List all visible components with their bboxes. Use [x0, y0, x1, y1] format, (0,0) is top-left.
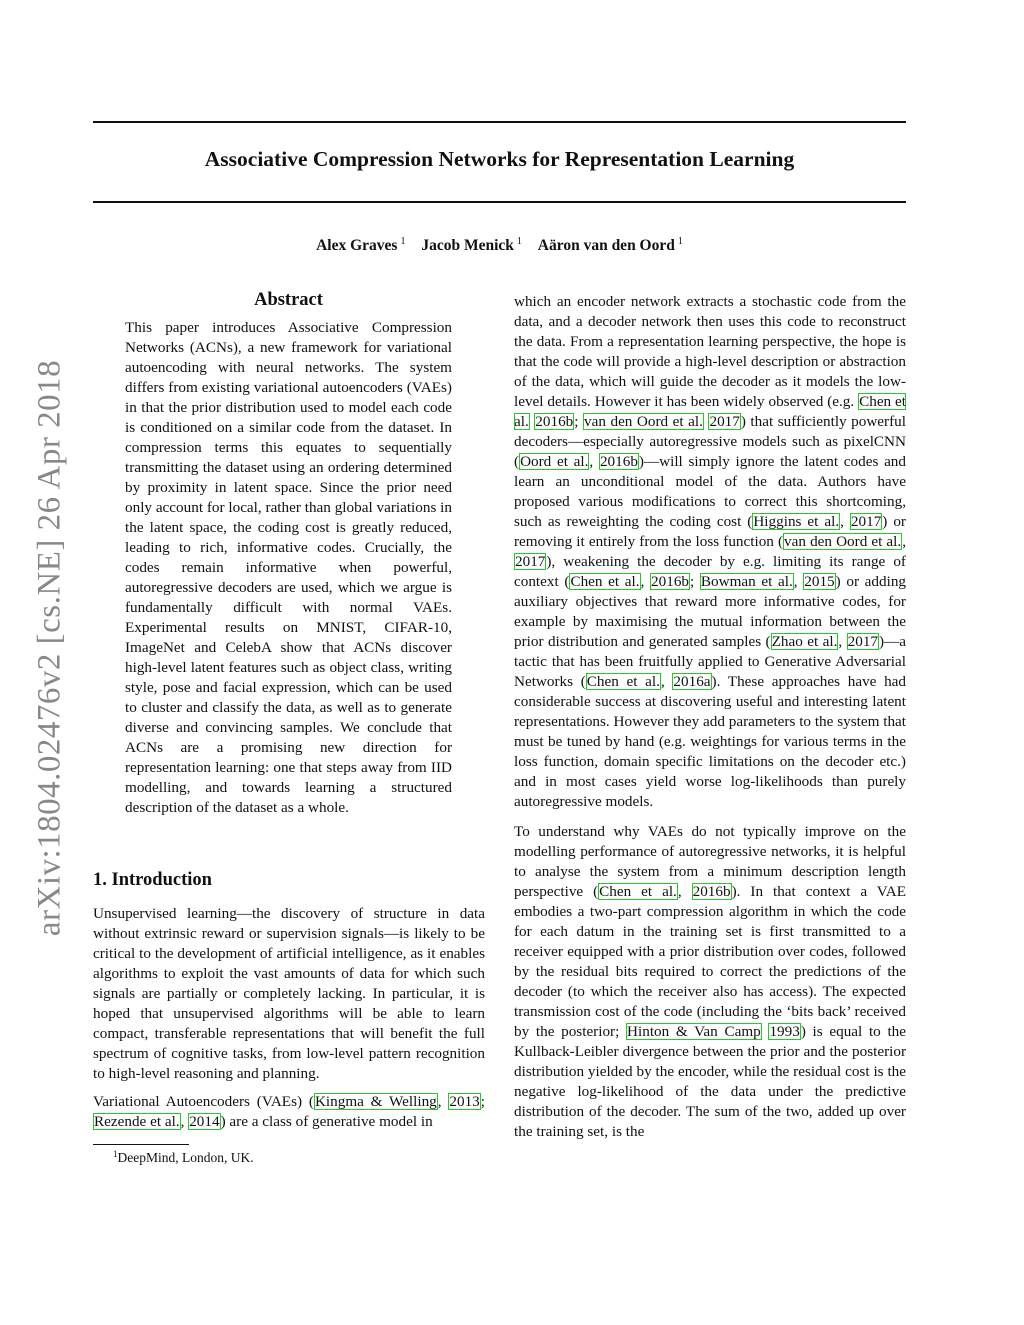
citation-link[interactable]: 2017	[847, 633, 879, 650]
citation-link[interactable]: 2016b	[535, 413, 574, 430]
citation-link[interactable]: van den Oord et al.	[784, 533, 902, 550]
introduction-section	[93, 870, 485, 1132]
abstract-text: This paper introduces Associative Compression Networks (ACNs), a new framework for variational autoencoding with neural networks. The system differs from existing variational autoencoders (VAEs) in that the prior distribution used to model each code is conditioned on a similar code from the dataset. In compression terms this equates to sequentially transmitting the dataset using an ordering determined by proximity in latent space. Since the prior need only account for local, rather than global variations in the latent space, the coding cost is greatly reduced, leading to rich, informative codes. Crucially, the codes remain informative when powerful, autoregressive decoders are used, which we argue is fundamentally difficult with normal VAEs. Experimental results on MNIST, CIFAR-10, ImageNet and CelebA show that ACNs discover high-level latent features such as object class, writing style, pose and facial expression, which can be used to cluster and classify the data, as well as to generate diverse and convincing samples. We conclude that ACNs are a promising new direction for representation learning: one that steps away from IID modelling, and towards learning a structured description of the dataset as a whole.	[125, 319, 452, 816]
citation-link[interactable]: Chen et al.	[599, 883, 677, 900]
text-run: ;	[690, 573, 700, 590]
citation-link[interactable]: Chen et al.	[570, 573, 640, 590]
arxiv-identifier: arXiv:1804.02476v2 [cs.NE] 26 Apr 2018	[31, 359, 68, 937]
citation-link[interactable]: Bowman et al.	[700, 573, 793, 590]
author-name: Jacob Menick	[421, 237, 514, 254]
text-run: )—will simply ignore the latent codes and learn an unconditional model of the data. Authors have proposed various modifications to correct this shortcoming, such as reweighting the coding cost (	[514, 453, 906, 530]
intro-paragraph	[93, 1092, 485, 1132]
intro-paragraph: Unsupervised learning—the discovery of structure in data without extrinsic reward or supervision signals—is likely to be critical to the development of artificial intelligence, as it enables algorithms to exploit the vast amounts of data for which such signals are partially or completely lacking. In particular, it is hoped that unsupervised algorithms will be able to learn compact, transferable representations that will benefit the full spectrum of cognitive tasks, from low-level pattern recognition to high-level reasoning and planning.	[93, 905, 485, 1082]
body-paragraph	[514, 292, 906, 812]
text-run: ,	[902, 533, 906, 550]
abstract-section	[125, 290, 452, 818]
introduction-heading: 1. Introduction	[93, 870, 212, 890]
right-column	[514, 292, 906, 1142]
citation-link[interactable]: Oord et al.	[520, 453, 589, 470]
author-name: Alex Graves	[316, 237, 398, 254]
text-run: ;	[480, 1093, 485, 1110]
text-run: To understand why VAEs do not typically improve on the modelling performance of autoregressive networks, it is helpful to analyse the system from a minimum description length perspective (	[514, 823, 906, 900]
author-affiliation: 1	[516, 236, 522, 247]
citation-link[interactable]: Higgins et al.	[753, 513, 840, 530]
text-run: ) or adding auxiliary objectives that reward more informative codes, for example by maximising the mutual information between the prior distribution and generated samples (	[514, 573, 907, 650]
text-run: )—a tactic that has been fruitfully applied to Generative Adversarial Networks (	[514, 633, 907, 690]
citation-link[interactable]: Zhao et al.	[771, 633, 838, 650]
citation-link[interactable]: 2014	[189, 1113, 220, 1130]
text-run: which an encoder network extracts a stochastic code from the data, and a decoder network then uses this code to reconstruct the data. From a representation learning perspective, the hope is that the code will provide a high-level description or abstraction of the data, which will guide the decoder as it models the low-level details. However it has been widely observed (e.g.	[514, 293, 906, 410]
text-run: ,	[640, 573, 651, 590]
text-run: ,	[589, 453, 599, 470]
text-run: ,	[437, 1093, 449, 1110]
author-list	[93, 236, 906, 255]
text-run: ) are a class of generative model in	[220, 1113, 433, 1130]
citation-link[interactable]: 2016b	[651, 573, 689, 590]
abstract-heading: Abstract	[254, 290, 323, 310]
author	[538, 237, 683, 254]
citation-link[interactable]: van den Oord et al.	[584, 413, 703, 430]
citation-link[interactable]: 2016a	[673, 673, 711, 690]
text-run: ) is equal to the Kullback-Leibler divergence between the prior and the posterior distribution yielded by the encoder, while the residual cost is the negative log-likelihood of the data under the predictive distribution of the decoder. The sum of the two, added up over the training set, is the	[514, 1023, 907, 1140]
author-affiliation: 1	[677, 236, 683, 247]
paper-title: Associative Compression Networks for Representation Learning	[204, 147, 795, 171]
text-run: ,	[180, 1113, 189, 1130]
title-top-rule	[93, 121, 906, 123]
title-bottom-rule	[93, 201, 906, 203]
text-run: ,	[793, 573, 804, 590]
citation-link[interactable]: Hinton & Van Camp	[627, 1023, 761, 1040]
citation-link[interactable]: 2013	[449, 1093, 480, 1110]
text-run: ,	[677, 883, 692, 900]
citation-link[interactable]: Rezende et al.	[94, 1113, 180, 1130]
citation-link[interactable]: 2016b	[599, 453, 638, 470]
citation-link[interactable]: Chen et al.	[586, 673, 660, 690]
author	[421, 237, 522, 254]
text-run: ) that sufficiently powerful decoders—especially autoregressive models such as pixelCNN (	[514, 413, 906, 470]
citation-link[interactable]: 2015	[804, 573, 835, 590]
body-paragraph	[514, 822, 906, 1142]
citation-link[interactable]: Chen et al.	[514, 393, 906, 430]
author-affiliation: 1	[400, 236, 406, 247]
citation-link[interactable]: 2017	[515, 553, 546, 570]
footnote	[113, 1149, 254, 1166]
text-run: ,	[660, 673, 673, 690]
text-run: ). These approaches have had considerable success at discovering useful and interesting latent representations. However they add parameters to the system that must be tuned by hand (e.g. weightings for various terms in the loss function, domain specific limitations on the decoder etc.) and in most cases yield worse log-likelihoods than purely autoregressive models.	[514, 673, 907, 810]
citation-link[interactable]: 2017	[850, 513, 882, 530]
text-run: ), weakening the decoder by e.g. limiting its range of context (	[514, 553, 906, 590]
footnote-mark: 1	[113, 1149, 118, 1159]
text-run: ). In that context a VAE embodies a two-part compression algorithm in which the code for each datum in the training set is first transmitted to a receiver equipped with a prior distribution over codes, followed by the residual bits required to correct the predictions of the decoder (to which the receiver also has access). The expected transmission cost of the code (including the ‘bits back’ received by the posterior;	[514, 883, 907, 1040]
text-run: Variational Autoencoders (VAEs) (	[93, 1093, 314, 1110]
footnote-text: DeepMind, London, UK.	[117, 1150, 254, 1165]
author-name: Aäron van den Oord	[537, 237, 675, 254]
text-run: ) or removing it entirely from the loss function (	[514, 513, 906, 550]
citation-link[interactable]: 1993	[769, 1023, 800, 1040]
text-run: ,	[840, 513, 850, 530]
author	[316, 237, 405, 254]
text-run: ,	[838, 633, 847, 650]
text-run: ;	[574, 413, 584, 430]
citation-link[interactable]: Kingma & Welling	[314, 1093, 437, 1110]
citation-link[interactable]: 2017	[709, 413, 740, 430]
footnote-rule	[93, 1144, 189, 1145]
citation-link[interactable]: 2016b	[692, 883, 731, 900]
